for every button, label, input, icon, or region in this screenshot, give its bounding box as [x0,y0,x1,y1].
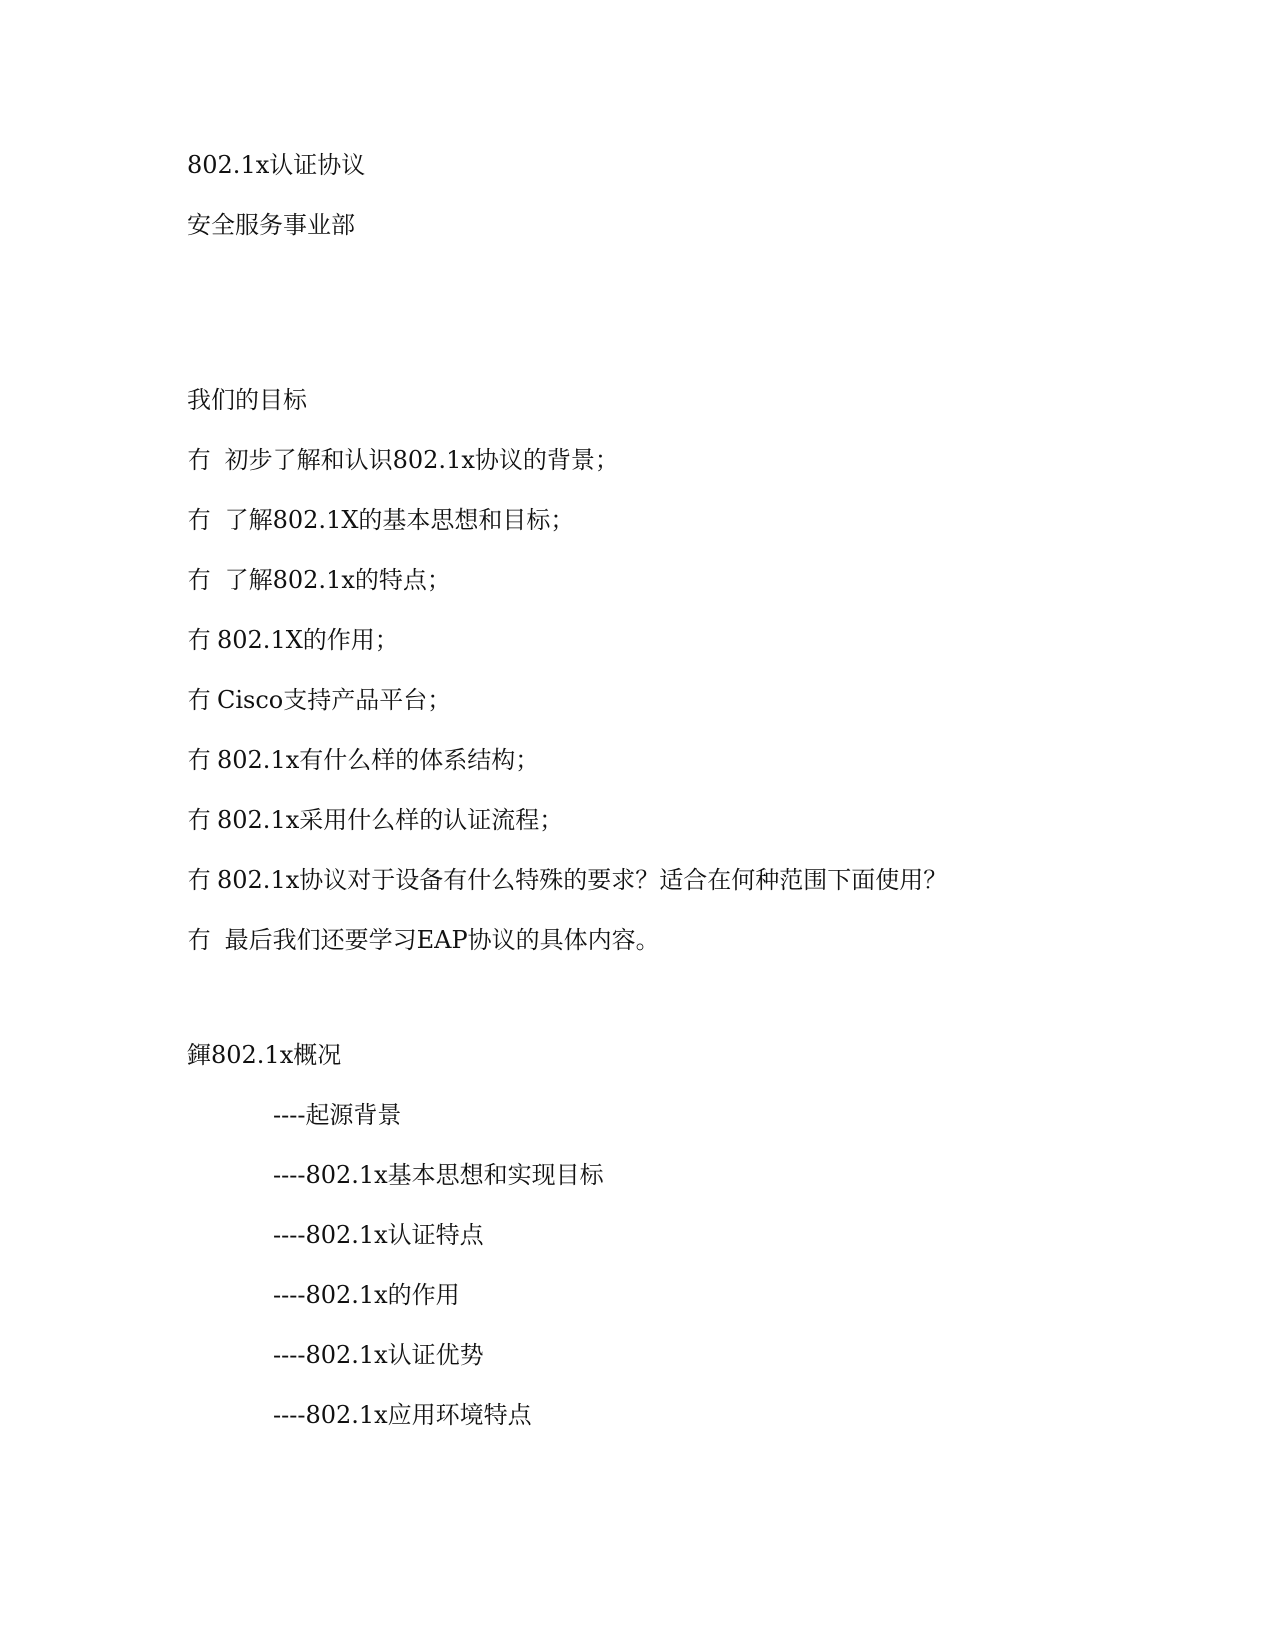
goal-item [187,505,574,535]
goal-text: 了解802.1X的基本思想和目标； [217,506,575,534]
goal-bullet: 冇 [187,866,211,894]
goal-text: 最后我们还要学习EAP协议的具体内容。 [217,926,660,954]
overview-item: ----802.1x认证优势 [273,1341,484,1369]
overview-item: ----起源背景 [273,1101,402,1129]
goal-bullet: 冇 [187,926,211,954]
goal-item [187,685,451,715]
goal-bullet: 冇 [187,506,211,534]
goal-item [187,745,539,775]
goal-text: 初步了解和认识802.1x协议的背景； [217,446,619,474]
goal-bullet: 冇 [187,566,211,594]
goal-text: Cisco支持产品平台； [217,686,452,714]
goal-bullet: 冇 [187,746,211,774]
goal-bullet: 冇 [187,446,211,474]
overview-item: ----802.1x认证特点 [273,1221,484,1249]
goal-text: 802.1x协议对于设备有什么特殊的要求？适合在何种范围下面使用？ [217,866,948,894]
overview-heading: 鍕802.1x概况 [187,1041,342,1069]
goal-item [187,445,619,475]
goal-text: 802.1x采用什么样的认证流程； [217,806,564,834]
goal-item [187,565,451,595]
overview-item: ----802.1x基本思想和实现目标 [273,1161,604,1189]
goal-item [187,925,660,955]
goal-text: 了解802.1x的特点； [217,566,451,594]
goal-item [187,625,399,655]
document-title: 802.1x认证协议 [187,151,366,179]
goal-item [187,805,563,835]
goal-text: 802.1x有什么样的体系结构； [217,746,540,774]
goal-text: 802.1X的作用； [217,626,399,654]
department-name: 安全服务事业部 [187,211,355,239]
overview-item: ----802.1x应用环境特点 [273,1401,532,1429]
goals-heading: 我们的目标 [187,386,307,414]
goal-item [187,865,947,895]
overview-item: ----802.1x的作用 [273,1281,460,1309]
goal-bullet: 冇 [187,806,211,834]
goal-bullet: 冇 [187,626,211,654]
goal-bullet: 冇 [187,686,211,714]
